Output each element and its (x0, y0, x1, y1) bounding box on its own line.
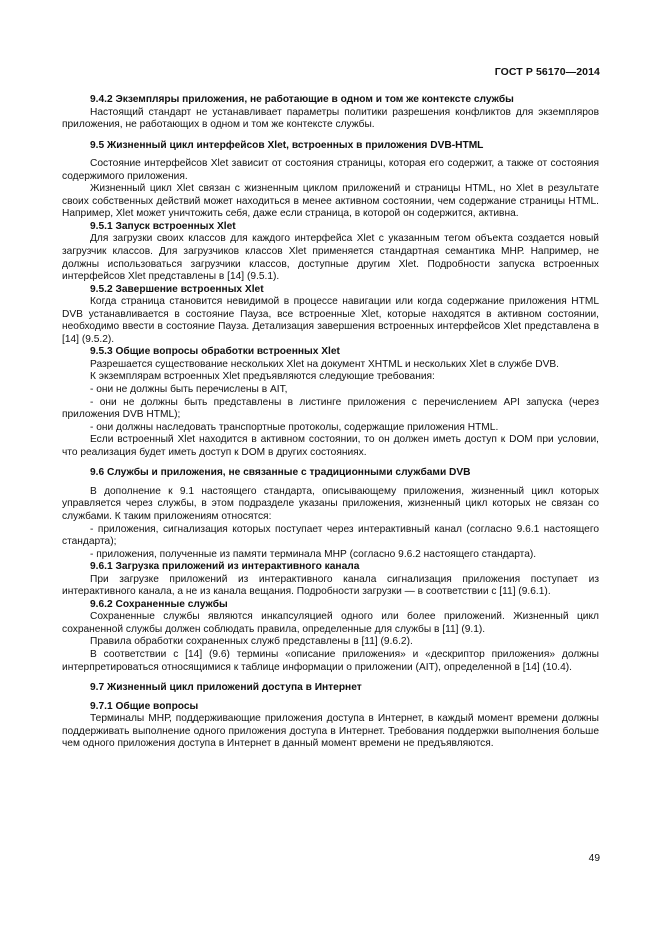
paragraph: При загрузке приложений из интерактивного канала сигнализация приложения поступает из интерактивного канала, а не из канала вещания. Подробности загрузки — в соответствии с [11] (9.6.1). (62, 573, 599, 598)
paragraph: Для загрузки своих классов для каждого интерфейса Xlet с указанным тегом объекта создается новый загрузчик классов. Для загрузчиков классов Xlet применяется стандартная семантика МНР. Например, не должны использоваться загрузчики классов, доступные другим Xlet. Подробности запуска встроенных интерфейсов Xlet представлены в [14] (9.5.1). (62, 233, 599, 283)
paragraph: Разрешается существование нескольких Xlet на документ XHTML и нескольких Xlet в службе DVB. (90, 358, 559, 370)
list-item: - они не должны быть представлены в листинге приложения с перечислением API запуска (через приложения DVB HTML); (62, 396, 599, 421)
paragraph: Сохраненные службы являются инкапсуляцией одного или более приложений. Жизненный цикл сохраненной службы должен соблюдать правила, определенные для службы в [11] (9.1). (62, 611, 599, 635)
heading-9-5-1: 9.5.1 Запуск встроенных Xlet (90, 220, 236, 232)
paragraph: Настоящий стандарт не устанавливает параметры политики разрешения конфликтов для экземпляров приложения, не работающих в одном и том же контексте службы. (62, 106, 599, 131)
paragraph: В соответствии с [14] (9.6) термины «описание приложения» и «дескриптор приложения» должны интерпретироваться относящимися к таблице информации о приложении (AIT), определенной в [14] (10.4). (62, 648, 599, 673)
paragraph: Правила обработки сохраненных служб представлены в [11] (9.6.2). (90, 636, 413, 648)
paragraph: Жизненный цикл Xlet связан с жизненным циклом приложений и страницы HTML, но Xlet в результате своих собственных действий может находиться в менее активном состоянии, чем содержание страницы HTML. Например, Xlet может уничтожить себя, даже если страница, в которой он содержится, активна. (62, 183, 599, 220)
paragraph: Терминалы МНР, поддерживающие приложения доступа в Интернет, в каждый момент времени должны поддерживать выполнение одного приложения доступа в Интернет. Требования поддержки выполнения больше чем одного приложения доступа в Интернет в данный момент времени не предъявляются. (62, 713, 599, 750)
list-item: - приложения, сигнализация которых поступает через интерактивный канал (согласно 9.6.1 настоящего стандарта); (62, 523, 599, 548)
heading-9-6: 9.6 Службы и приложения, не связанные с традиционными службами DVB (90, 467, 471, 479)
heading-9-5-2: 9.5.2 Завершение встроенных Xlet (90, 283, 264, 295)
heading-9-5: 9.5 Жизненный цикл интерфейсов Xlet, встроенных в приложения DVB-HTML (90, 139, 484, 151)
standard-header: ГОСТ Р 56170—2014 (494, 66, 600, 78)
page-number: 49 (588, 853, 600, 864)
heading-9-7: 9.7 Жизненный цикл приложений доступа в Интернет (90, 682, 362, 694)
heading-9-4-2: 9.4.2 Экземпляры приложения, не работающие в одном и том же контексте службы (90, 94, 514, 105)
paragraph: Состояние интерфейсов Xlet зависит от состояния страницы, которая его содержит, а также от состояния содержимого приложения. (62, 158, 599, 182)
document-body (62, 94, 599, 751)
paragraph: Если встроенный Xlet находится в активном состоянии, то он должен иметь доступ к DOM при условии, что реализация будет иметь доступ к DOM в других состояниях. (62, 434, 599, 458)
heading-9-6-2: 9.6.2 Сохраненные службы (90, 598, 228, 610)
list-item: - приложения, полученные из памяти терминала МНР (согласно 9.6.2 настоящего стандарта). (90, 548, 537, 560)
heading-9-7-1: 9.7.1 Общие вопросы (90, 700, 199, 712)
paragraph: В дополнение к 9.1 настоящего стандарта, описывающему приложения, жизненный цикл которых управляется через службы, в этом подразделе указаны приложения, жизненный цикл которых не связан со службами. К таким приложениям относятся: (62, 485, 599, 522)
list-item: - они не должны быть перечислены в AIT, (90, 384, 288, 396)
paragraph: К экземплярам встроенных Xlet предъявляются следующие требования: (90, 371, 435, 383)
paragraph: Когда страница становится невидимой в процессе навигации или когда содержание приложения HTML DVB устанавливается в состояние Пауза, все встроенные Xlet, которые находятся в активном состоянии, необходимо ввести в состояние Пауза. Детализация завершения встроенных интерфейсов Xlet представлена в [14] (9.5.2). (62, 296, 599, 345)
heading-9-5-3: 9.5.3 Общие вопросы обработки встроенных Xlet (90, 346, 340, 358)
heading-9-6-1: 9.6.1 Загрузка приложений из интерактивного канала (90, 561, 360, 573)
list-item: - они должны наследовать транспортные протоколы, содержащие приложения HTML. (90, 421, 499, 433)
